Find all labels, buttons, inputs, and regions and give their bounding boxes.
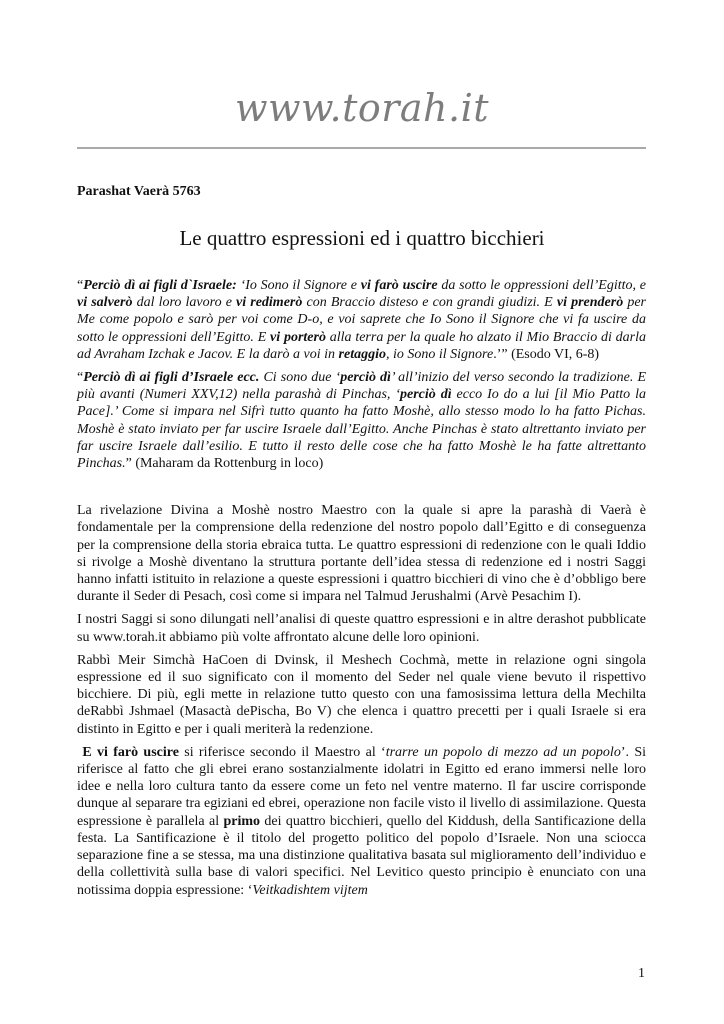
parashah-label: Parashat Vaerà 5763 (77, 184, 201, 199)
quote-text-bold: vi prenderò (556, 295, 624, 311)
quote-text-bold: vi redimerò (236, 295, 303, 311)
quote-text: alla terra per la quale ho alzato il Mio Braccio di darla ad Avraham Izchak e Jacov. E la darò a voi in (77, 329, 647, 362)
quote-text: “ (77, 278, 84, 293)
paragraph-text-italic: Veitkadishtem vijtem (252, 882, 368, 898)
quote-text: ’ all’inizio del verso secondo la tradizione. E più avanti (Numeri XXV,12) nella parashà di Pinchas, ‘ (77, 370, 646, 403)
quote-text: per Me come popolo e sarò per voi come D-o, e voi saprete che Io Sono il Signore che vi fa uscire da sotto le oppressioni dell’Egitto. E (77, 295, 646, 345)
quote-maharam (77, 369, 646, 472)
paragraph: Rabbì Meir Simchà HaCoen di Dvinsk, il Meshech Cochmà, mette in relazione ogni singola espressione ed il suo significato con il momento del Seder nel quale viene bevuto il rispettivo bicchiere. Di più, egli mette in relazione tutto questo con una famosissima lettura della Mechilta deRabbì Jshmael (Masactà dePischa, Bo V) che elenca i quattro precetti per i quali Israele si era distinto in Egitto e per i quali meriterà la redenzione. (77, 652, 646, 737)
quote-text-bold: perciò dì (340, 370, 391, 386)
header-divider (77, 147, 646, 149)
quote-text-bold: Perciò dì ai figli d`Israele: (83, 278, 237, 293)
quote-text: , io Sono il Signore (386, 346, 494, 362)
paragraph-text-italic: trarre un popolo di mezzo ad un popolo (385, 744, 621, 760)
quote-text: dal loro lavoro e (132, 295, 237, 311)
quote-text-bold: vi farò uscire (360, 278, 438, 293)
paragraph-text-bold: E vi farò uscire (82, 744, 179, 760)
paragraph-text-bold: primo (223, 813, 261, 829)
quote-source: .’” (Esodo VI, 6-8) (493, 346, 600, 362)
quote-exodus (77, 277, 646, 363)
paragraph (77, 744, 646, 899)
page-title: Le quattro espressioni ed i quattro bicchieri (179, 226, 545, 250)
paragraph-text: si riferisce secondo il Maestro al ‘ (178, 744, 386, 760)
quote-text-bold: perciò dì (400, 387, 452, 403)
quote-text: con Braccio disteso e con grandi giudizi. E (302, 295, 557, 311)
quote-text-bold: Perciò dì ai figli d’Israele ecc. (83, 370, 260, 386)
site-header: www.torah.it (234, 86, 490, 130)
paragraph-text: ’. Si riferisce al fatto che gli ebrei erano sostanzialmente idolatri in Egitto ed erano immersi nelle loro idee e nella loro cultura tanto da essere come un feto nel ventre materno. Il far uscire corrisponde dunque al separare tra egiziani ed ebrei, operazione non facile visto il livello di assimilazione. Questa espressione è parallela al (77, 744, 646, 829)
quote-text: Ci sono due ‘ (259, 370, 341, 386)
quote-text: “ (77, 370, 84, 386)
paragraph: I nostri Saggi si sono dilungati nell’analisi di queste quattro espressioni e in altre derashot pubblicate su www.torah.it abbiamo più volte affrontato alcune delle loro opinioni. (77, 612, 646, 645)
quote-text-bold: retaggio (338, 346, 386, 362)
paragraph-text: dei quattro bicchieri, quello del Kiddush, della Santificazione della festa. La Santificazione è il titolo del progetto politico del popolo d’Israele. Non una sciocca separazione fine a se stessa, ma una distinzione qualitativa basata sul miglioramento dell’individuo e della collettività sulla base di valori specifici. Nel Levitico questo principio è enunciato con una notissima doppia espressione: ‘ (77, 813, 646, 898)
quote-text-bold: vi salverò (77, 295, 133, 311)
paragraph: La rivelazione Divina a Moshè nostro Maestro con la quale si apre la parashà di Vaerà è fondamentale per la comprensione della redenzione del nostro popolo dall’Egitto e di conseguenza per la comprensione della storia ebraica tutta. Le quattro espressioni di redenzione con le quali Iddio si rivolge a Moshè diventano la struttura portante dell’idea stessa di redenzione ed i nostri Saggi hanno infatti istituito in relazione a queste espressioni i quattro bicchieri di vino che è d’obbligo bere durante il Seder di Pesach, così come si impara nel Talmud Jerushalmi (Arvè Pesachim I). (77, 503, 646, 605)
quote-text: ecco Io do a lui [il Mio Patto la Pace].’ Come si impara nel Sifrì tutto quanto ha fatto Moshè, allo stesso modo lo ha fatto Pichas. Moshè è stato inviato per far uscire Israele dall’Egitto. Anche Pinchas è stato altrettanto inviato per far uscire Israele dall’esilio. E tutto il resto delle cose che ha fatto Moshè le ha fatte altrettanto Pinchas. (77, 387, 646, 472)
page-number: 1 (638, 966, 645, 981)
quote-text: da sotto le oppressioni dell’Egitto, e (437, 278, 646, 293)
quote-text: ‘Io Sono il Signore e (236, 278, 361, 293)
document-body (77, 277, 646, 905)
quote-text-bold: vi porterò (270, 329, 326, 345)
quote-source: ” (Maharam da Rottenburg in loco) (125, 456, 324, 472)
